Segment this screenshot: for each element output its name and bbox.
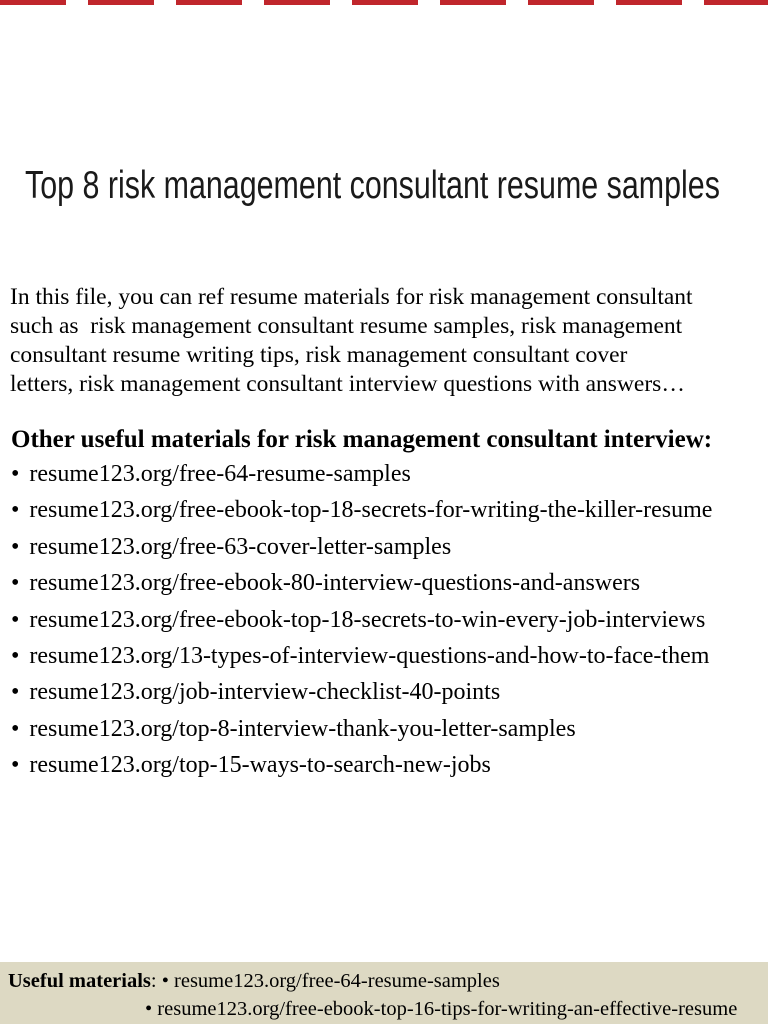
resource-link: resume123.org/job-interview-checklist-40-points xyxy=(29,679,501,706)
resource-link-list xyxy=(11,461,712,789)
bullet-icon: • xyxy=(11,533,20,560)
resource-link: resume123.org/free-ebook-top-18-secrets-for-writing-the-killer-resume xyxy=(29,497,713,524)
slide-title: Top 8 risk management consultant resume samples xyxy=(25,164,720,207)
resource-link: resume123.org/free-ebook-top-18-secrets-to-win-every-job-interviews xyxy=(29,606,706,633)
resource-link: resume123.org/free-64-resume-samples xyxy=(29,461,411,487)
intro-line: consultant resume writing tips, risk management consultant cover xyxy=(10,342,628,368)
resource-link: resume123.org/free-63-cover-letter-samples xyxy=(29,533,452,560)
bullet-icon: • xyxy=(11,679,20,706)
bullet-icon: • xyxy=(11,752,20,779)
list-item xyxy=(11,643,712,679)
footer-line xyxy=(8,968,768,996)
torn-edge-decoration xyxy=(0,0,768,5)
resource-link: resume123.org/free-ebook-80-interview-questions-and-answers xyxy=(29,570,641,597)
list-item xyxy=(11,570,712,606)
bullet-icon: • xyxy=(11,606,20,633)
intro-line: In this file, you can ref resume materials for risk management consultant xyxy=(10,284,693,310)
resource-link: resume123.org/top-15-ways-to-search-new-jobs xyxy=(29,752,491,779)
intro-line: letters, risk management consultant interview questions with answers… xyxy=(10,371,685,397)
intro-line: such as risk management consultant resume samples, risk management xyxy=(10,313,683,339)
list-item xyxy=(11,461,712,497)
intro-paragraph xyxy=(10,283,693,399)
bullet-icon: • xyxy=(11,642,20,669)
bullet-icon: • xyxy=(11,715,20,742)
list-item xyxy=(11,716,712,752)
footer-bar xyxy=(0,962,768,1024)
footer-line-text: : • resume123.org/free-64-resume-samples xyxy=(150,970,500,992)
list-item xyxy=(11,607,712,643)
list-item xyxy=(11,497,712,533)
bullet-icon: • xyxy=(11,497,20,524)
resource-link: resume123.org/top-8-interview-thank-you-letter-samples xyxy=(29,715,576,742)
bullet-icon: • xyxy=(11,461,20,487)
list-item xyxy=(11,752,712,788)
section-heading: Other useful materials for risk management consultant interview: xyxy=(11,426,713,453)
footer-line: • resume123.org/free-ebook-top-16-tips-for-writing-an-effective-resume xyxy=(145,997,738,1020)
bullet-icon: • xyxy=(11,570,20,597)
list-item xyxy=(11,534,712,570)
list-item xyxy=(11,679,712,715)
resource-link: resume123.org/13-types-of-interview-questions-and-how-to-face-them xyxy=(29,642,710,669)
footer-label: Useful materials xyxy=(8,970,151,992)
